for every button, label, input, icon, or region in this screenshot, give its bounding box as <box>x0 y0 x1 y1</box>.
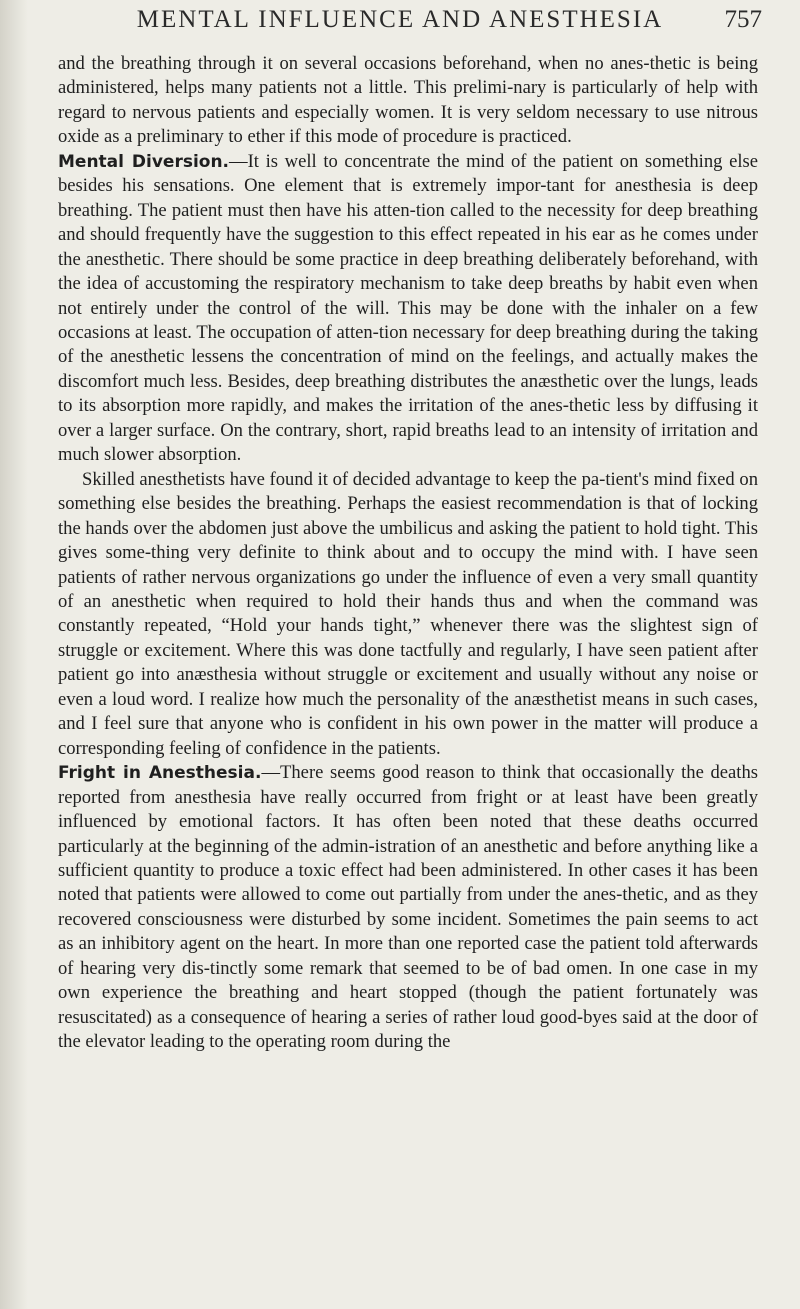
paragraph-fright-text: —There seems good reason to think that occasionally the deaths reported from anesthesia have really occurred from fright or at least have been greatly influenced by emotional factors. It has often been noted that these deaths occurred particularly at the beginning of the admin-istration of an anesthetic and before anything like a sufficient quantity to produce a toxic effect had been administered. In other cases it has been noted that patients were allowed to come out partially from under the anes-thetic, and as they recovered consciousness were disturbed by some incident. Sometimes the pain seems to act as an inhibitory agent on the heart. In more than one reported case the patient told afterwards of hearing very dis-tinctly some remark that seemed to be of bad omen. In one case in my own experience the breathing and heart stopped (though the patient fortunately was resuscitated) as a consequence of hearing a series of rather loud good-byes said at the door of the elevator leading to the operating room during the <box>58 762 759 1053</box>
running-head <box>0 6 800 36</box>
running-title: MENTAL INFLUENCE AND ANESTHESIA <box>136 6 664 33</box>
paragraph-mental-diversion <box>58 150 758 468</box>
paragraph-mental-diversion-text: —It is well to concentrate the mind of the patient on something else besides his sensations. One element that is extremely impor-tant for anesthesia is deep breathing. The patient must then have his atten-tion called to the necessity for deep breathing and should frequently have the suggestion to this effect repeated in his ear as he comes under the anesthetic. There should be some practice in deep breathing deliberately beforehand, with the idea of accustoming the respiratory mechanism to take deep breaths by habit even when not entirely under the control of the will. This may be done with the inhaler on a few occasions at least. The occupation of atten-tion necessary for deep breathing during the taking of the anesthetic lessens the concentration of mind on the feelings, and actually makes the discomfort much less. Besides, deep breathing distributes the anæsthetic over the lungs, leads to its absorption more rapidly, and makes the irritation of the anes-thetic less by diffusing it over a larger surface. On the contrary, short, rapid breaths lead to an intensity of irritation and much slower absorption. <box>58 150 758 466</box>
page-number: 757 <box>724 6 762 33</box>
paragraph-skilled-anesthetists: Skilled anesthetists have found it of decided advantage to keep the pa-tient's mind fixed on something else besides the breathing. Perhaps the easiest recommendation is that of locking the hands over the abdomen just above the umbilicus and asking the patient to hold tight. This gives some-thing very definite to think about and to occupy the mind with. I have seen patients of rather nervous organizations go under the influence of even a very small quantity of an anesthetic when required to hold their hands thus and when the command was constantly repeated, “Hold your hands tight,” whenever there was the slightest sign of struggle or excitement. Where this was done tactfully and regularly, I have seen patient after patient go into anæsthesia without struggle or excitement and usually without any noise or even a loud word. I realize how much the personality of the anæsthetist means in such cases, and I feel sure that anyone who is confident in his own power in the matter will produce a corresponding feeling of confidence in the patients. <box>58 468 758 759</box>
section-heading-fright: Fright in Anesthesia. <box>58 763 262 784</box>
body-text <box>58 52 758 1055</box>
paragraph-fright <box>58 761 758 1054</box>
paragraph-breathing-preliminary: and the breathing through it on several occasions beforehand, when no anes-thetic is being administered, helps many patients not a little. This prelimi-nary is particularly of help with regard to nervous patients and especially women. It is very seldom necessary to use nitrous oxide as a preliminary to ether if this mode of procedure is practiced. <box>58 53 758 148</box>
section-heading-mental-diversion: Mental Diversion. <box>58 151 230 172</box>
